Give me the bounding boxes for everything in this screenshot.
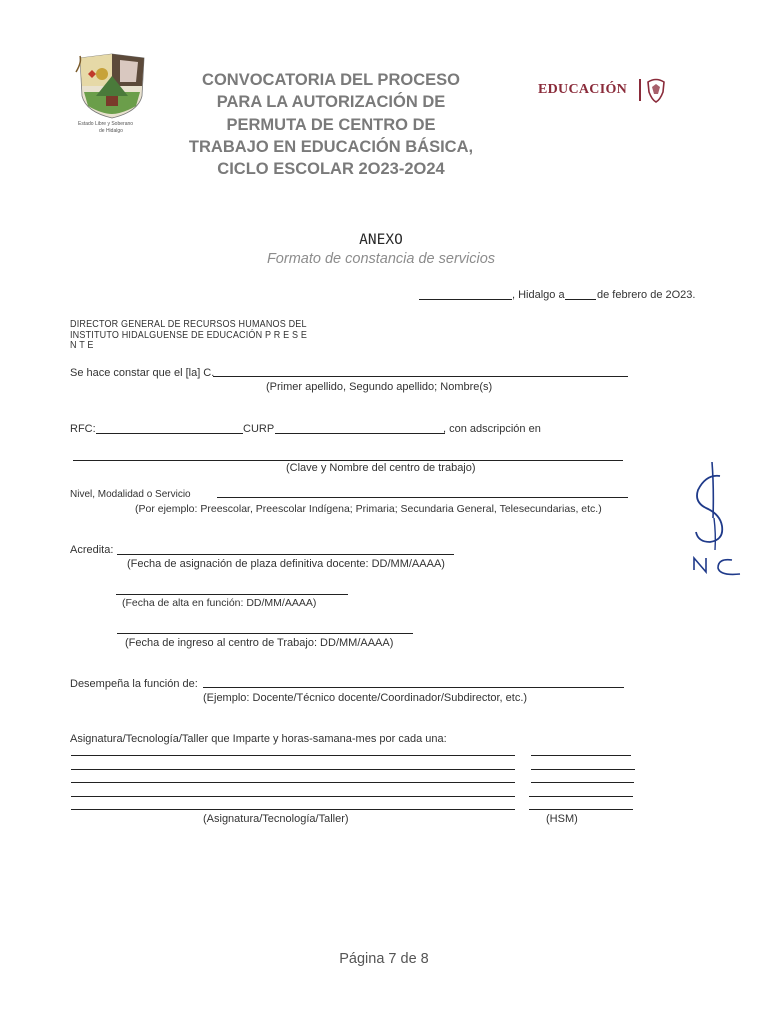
title-line: PARA LA AUTORIZACIÓN DE [216, 93, 446, 112]
adscripcion-label: , con adscripción en [443, 423, 541, 435]
plaza-date-hint: (Fecha de asignación de plaza definitiva docente: DD/MM/AAAA) [127, 558, 445, 570]
shield-caption-2: de Hidalgo [99, 128, 123, 134]
title-line: CONVOCATORIA DEL PROCESO [202, 71, 460, 89]
title-line: TRABAJO EN EDUCACIÓN BÁSICA, [188, 137, 474, 156]
subject-field-3[interactable] [71, 782, 515, 783]
hsm-field-3[interactable] [531, 782, 634, 783]
alta-date-hint: (Fecha de alta en función: DD/MM/AAAA) [122, 597, 317, 609]
educacion-divider [639, 79, 641, 101]
plaza-date-field[interactable] [117, 554, 454, 555]
ingreso-date-hint: (Fecha de ingreso al centro de Trabajo: DD/MM/AAAA) [125, 637, 394, 649]
document-title [170, 69, 492, 180]
date-text-2: de febrero de 2O23. [597, 289, 696, 301]
nivel-field[interactable] [217, 497, 628, 498]
ingreso-date-field[interactable] [117, 633, 413, 634]
date-text: , Hidalgo a [512, 289, 565, 301]
full-name-hint: (Primer apellido, Segundo apellido; Nombre(s) [266, 381, 493, 393]
function-label: Desempeña la función de: [70, 678, 198, 690]
page-number: Página 7 de 8 [339, 951, 429, 967]
educacion-logo-text: EDUCACIÓN [538, 82, 628, 97]
hace-constar-label: Se hace constar que el [la] C. [70, 367, 215, 379]
subject-field-5[interactable] [71, 809, 515, 810]
hsm-hint: (HSM) [546, 813, 578, 825]
subject-field-2[interactable] [71, 769, 515, 770]
curp-label: CURP [243, 423, 275, 435]
recipient-line: DIRECTOR GENERAL DE RECURSOS HUMANOS DEL [70, 318, 307, 330]
curp-field[interactable] [275, 433, 445, 434]
title-line: PERMUTA DE CENTRO DE [226, 115, 436, 134]
city-blank[interactable] [419, 299, 512, 300]
recipient-block [70, 319, 307, 351]
anexo-title: ANEXO [359, 232, 403, 248]
subject-field-4[interactable] [71, 796, 515, 797]
work-center-hint: (Clave y Nombre del centro de trabajo) [286, 462, 476, 474]
hsm-field-2[interactable] [531, 769, 635, 770]
rfc-label: RFC: [70, 423, 96, 435]
alta-date-field[interactable] [116, 594, 348, 595]
hsm-field-4[interactable] [529, 796, 633, 797]
full-name-field[interactable] [213, 376, 628, 377]
function-hint: (Ejemplo: Docente/Técnico docente/Coordinador/Subdirector, etc.) [203, 692, 528, 704]
acredita-label: Acredita: [70, 544, 114, 556]
subjects-label: Asignatura/Tecnología/Taller que Imparte y horas-samana-mes por cada una: [70, 733, 447, 745]
subjects-hint: (Asignatura/Tecnología/Taller) [203, 813, 349, 825]
eagle-emblem-icon [645, 78, 667, 104]
day-blank[interactable] [565, 299, 596, 300]
recipient-line: N T E [70, 339, 94, 351]
subject-field-1[interactable] [71, 755, 515, 756]
function-field[interactable] [203, 687, 624, 688]
handwritten-signature [684, 458, 748, 584]
anexo-subtitle: Formato de constancia de servicios [266, 251, 496, 267]
nivel-label: Nivel, Modalidad o Servicio [70, 489, 191, 500]
work-center-field[interactable] [73, 460, 623, 461]
nivel-hint: (Por ejemplo: Preescolar, Preescolar Indígena; Primaria; Secundaria General, Telesecundarias, etc.) [135, 503, 602, 515]
shield-caption-1: Estado Libre y Soberano [78, 121, 134, 127]
hsm-field-5[interactable] [529, 809, 633, 810]
hsm-field-1[interactable] [531, 755, 631, 756]
rfc-field[interactable] [96, 433, 243, 434]
recipient-line: INSTITUTO HIDALGUENSE DE EDUCACIÓN P R E S E [70, 328, 308, 341]
title-line: CICLO ESCOLAR 2O23-2O24 [217, 160, 445, 179]
